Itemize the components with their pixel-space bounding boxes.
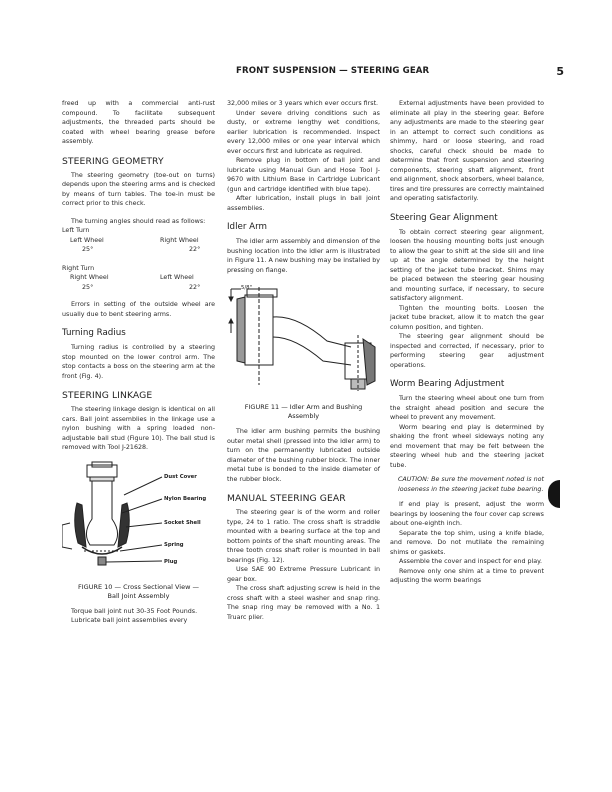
angle-value: 22°	[189, 283, 201, 291]
paragraph: Remove only one shim at a time to prevent adjusting the worm bearings	[390, 567, 544, 584]
paragraph: Tighten the mounting bolts. Loosen the jacket tube bracket, allow it to match the gear column position, and tighten.	[390, 304, 544, 331]
paragraph: The turning angles should read as follows:	[71, 217, 206, 225]
section-heading-steering-linkage: STEERING LINKAGE	[62, 390, 153, 401]
paragraph: External adjustments have been provided to eliminate all play in the steering gear. Before any adjustments are made to the steering gear in an attempt to correct such conditions as shimmy, hard or loose steering, and road shocks, careful check should be made to determine that front suspension and steering components, steering shaft alignment, front end alignment, shock absorbers, wheel balance, tires and tire pressures are correctly maintained and operating satisfactorily.	[390, 100, 544, 202]
paragraph: Turning radius is controlled by a steering stop mounted on the lower control arm. The stop contacts a boss on the steering arm at the front (Fig. 4).	[62, 344, 215, 380]
paragraph: The idler arm bushing permits the bushing outer metal shell (pressed into the idler arm) to turn on the permanently lubricated outside diameter of the bushing rubber block. The inner metal tube is bonded to the inside diameter of the rubber block.	[227, 428, 380, 483]
callout-spring: Spring	[164, 541, 184, 548]
column-3	[390, 99, 544, 586]
wheel-label: Right Wheel	[160, 236, 199, 244]
table-row	[62, 273, 215, 283]
callout-plug: Plug	[164, 558, 178, 565]
table-row	[62, 245, 215, 255]
section-thumb-tab-marker	[548, 480, 560, 508]
paragraph: The steering gear is of the worm and roller type, 24 to 1 ratio. The cross shaft is straddle mounted with a bearing surface at the top and bottom points of the shaft mounting areas. The three tooth cross shaft roller is mounted in ball bearings (Fig. 12).	[227, 509, 380, 564]
section-heading-manual-steering-gear: MANUAL STEERING GEAR	[227, 493, 346, 505]
page-number: 5	[556, 65, 564, 78]
table-row	[62, 236, 215, 246]
paragraph: If end play is present, adjust the worm bearings by loosening the four cover cap screws about one-eighth inch.	[390, 501, 544, 527]
figure-10	[62, 461, 215, 579]
paragraph: Lubricate ball joint assemblies every	[71, 617, 188, 625]
column-2	[227, 99, 380, 622]
section-heading-worm-bearing-adjustment: Worm Bearing Adjustment	[390, 379, 505, 389]
callout-socket-shell: Socket Shell	[164, 519, 201, 526]
dimension-label: 5/8"	[241, 285, 252, 291]
paragraph: The cross shaft adjusting screw is held in the cross shaft with a steel washer and snap ring. The snap ring may be removed with a No. 1 Truarc plier.	[227, 585, 380, 621]
column-1	[62, 99, 215, 626]
figure-11-caption	[227, 403, 380, 421]
idler-arm-illustration	[227, 281, 380, 399]
caption-line: FIGURE 10 — Cross Sectional View —	[78, 582, 199, 591]
section-heading-turning-radius: Turning Radius	[62, 328, 126, 338]
figure-11	[227, 281, 380, 399]
paragraph: freed up with a commercial anti-rust compound. To facilitate subsequent adjustments, the threaded parts should be coated with wheel bearing grease before assembly.	[62, 100, 215, 145]
paragraph: The steering geometry (toe-out on turns) depends upon the steering arms and is checked by means of turn tables. The toe-in must be correct prior to this check.	[62, 171, 215, 207]
wheel-label: Left Wheel	[70, 236, 104, 244]
paragraph: 32,000 miles or 3 years which ever occurs first.	[227, 100, 379, 107]
angle-value: 22°	[189, 246, 201, 253]
paragraph: Remove plug in bottom of ball joint and lubricate using Manual Gun and Hose Tool J-9670 with Lithium Base in Cartridge Lubricant (gun and cartridge identified with blue tape).	[227, 157, 380, 193]
paragraph: To obtain correct steering gear alignment, loosen the housing mounting bolts just enough to allow the gear to shift at the side sill and line up at the angle determined by the height setting of the jacket tube bracket. Shims may be placed between the steering gear housing and mounting surface, if necessary, to secure satisfactory alignment.	[390, 228, 544, 302]
left-turn-label: Left Turn	[62, 227, 90, 234]
paragraph: Under severe driving conditions such as dusty, or extreme lengthy wet conditions, earlier lubrication is recommended. Inspect every 12,000 miles or one year interval which ever occurs first and lubricate as required.	[227, 109, 380, 155]
running-header	[236, 66, 564, 80]
paragraph: Errors in setting of the outside wheel are usually due to bent steering arms.	[62, 301, 215, 318]
angle-value: 25°	[82, 283, 94, 291]
wheel-label: Left Wheel	[160, 274, 194, 281]
paragraph: After lubrication, install plugs in ball joint assemblies.	[227, 195, 380, 212]
turning-angles-table	[62, 226, 215, 292]
figure-10-caption	[62, 583, 215, 601]
paragraph: Assemble the cover and inspect for end play.	[399, 558, 543, 565]
right-turn-label: Right Turn	[62, 264, 95, 272]
paragraph: Use SAE 90 Extreme Pressure Lubricant in gear box.	[227, 566, 380, 583]
paragraph: Torque ball joint nut 30-35 Foot Pounds.	[71, 607, 198, 615]
paragraph: The steering linkage design is identical on all cars. Ball joint assemblies in the linkage use a nylon bushing with a spring loaded non-adjustable ball stud (Figure 10). The ball stud is removed with Tool J-21628.	[62, 406, 215, 451]
caption-line: FIGURE 11 — Idler Arm and Bushing	[244, 403, 363, 411]
paragraph: Worm bearing end play is determined by shaking the front wheel sideways noting any end movement that may be felt between the steering wheel hub and the steering jacket tube.	[390, 423, 544, 469]
paragraph: The idler arm assembly and dimension of the bushing location into the idler arm is illustrated in Figure 11. A new bushing may be installed by pressing on flange.	[227, 238, 380, 274]
section-heading-steering-gear-alignment: Steering Gear Alignment	[390, 212, 498, 223]
callout-nylon-bearing: Nylon Bearing	[164, 495, 207, 502]
table-row	[62, 283, 215, 293]
paragraph: The steering gear alignment should be inspected and corrected, if necessary, prior to performing steering gear adjustment operations.	[390, 333, 544, 369]
callout-dust-cover: Dust Cover	[164, 473, 197, 480]
caution-note: CAUTION: Be sure the movement noted is not looseness in the steering jacket tube bearing.	[398, 476, 544, 493]
angle-value: 25°	[82, 246, 94, 253]
wheel-label: Right Wheel	[70, 274, 109, 281]
caption-line: Ball Joint Assembly	[107, 591, 170, 600]
running-header-title: FRONT SUSPENSION — STEERING GEAR	[236, 66, 430, 76]
paragraph: Separate the top shim, using a knife blade, and remove. Do not mutilate the remaining shims or gaskets.	[390, 529, 544, 556]
section-heading-idler-arm: Idler Arm	[227, 222, 267, 232]
caption-line: Assembly	[287, 412, 320, 421]
section-heading-steering-geometry: STEERING GEOMETRY	[62, 155, 164, 167]
paragraph: Turn the steering wheel about one turn from the straight ahead position and secure the wheel to prevent any movement.	[390, 395, 544, 421]
